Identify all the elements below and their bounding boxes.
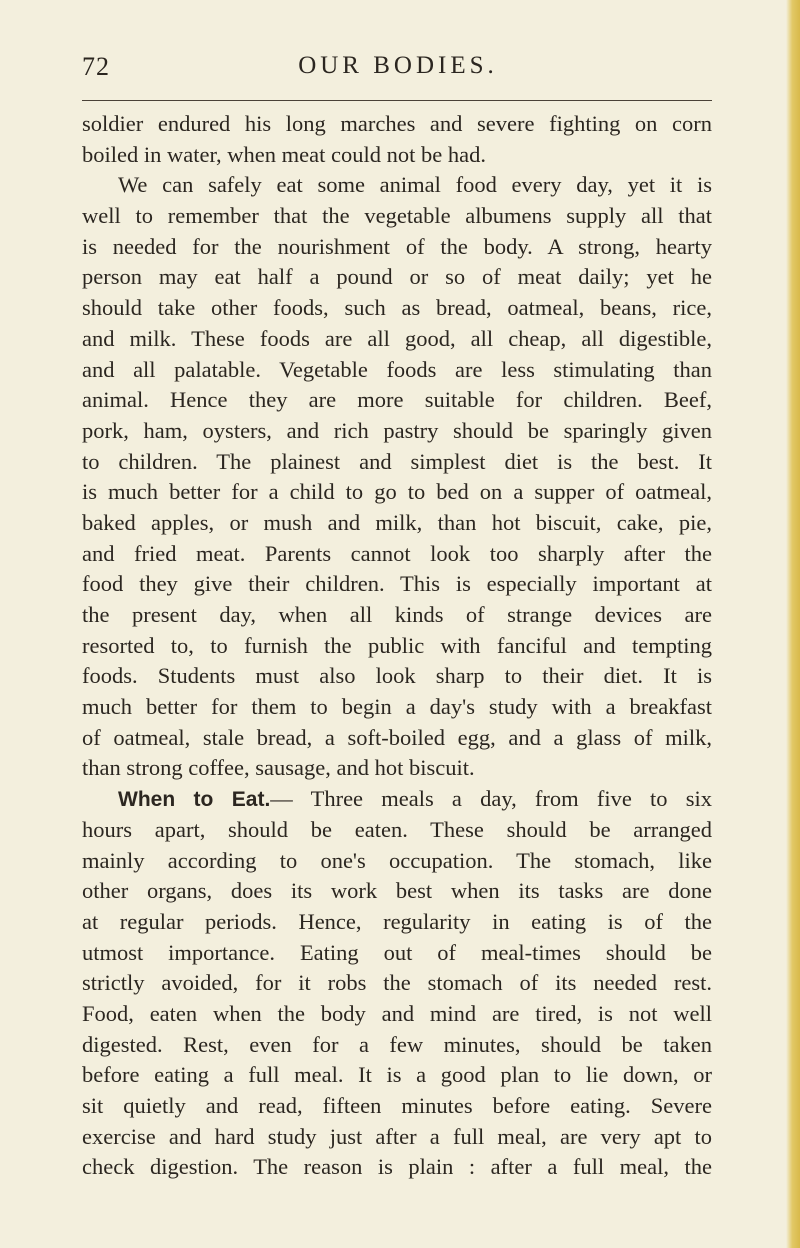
section-heading: When to Eat. xyxy=(118,788,271,812)
text-line: to children. The plainest and simplest diet is the best. It xyxy=(82,448,712,474)
text-line: Food, eaten when the body and mind are tired, is not well xyxy=(82,1000,712,1026)
text-line: pork, ham, oysters, and rich pastry should be sparingly given xyxy=(82,417,712,443)
text-line: is needed for the nourishment of the body. A strong, hearty xyxy=(82,233,712,259)
text-line: food they give their children. This is especially important at xyxy=(82,571,712,597)
text-line: person may eat half a pound or so of meat daily; yet he xyxy=(82,264,712,290)
text-line: baked apples, or mush and milk, than hot biscuit, cake, pie, xyxy=(82,509,712,535)
section-first-line xyxy=(82,784,712,815)
text-line: digested. Rest, even for a few minutes, should be taken xyxy=(82,1031,712,1057)
text-line: and milk. These foods are all good, all cheap, all digestible, xyxy=(82,325,712,351)
text-line: hours apart, should be eaten. These should be arranged xyxy=(82,816,712,842)
text-line: of oatmeal, stale bread, a soft-boiled egg, and a glass of milk, xyxy=(82,724,712,750)
text-line: boiled in water, when meat could not be had. xyxy=(82,141,486,167)
text-line: before eating a full meal. It is a good plan to lie down, or xyxy=(82,1062,712,1088)
text-line: We can safely eat some animal food every day, yet it is xyxy=(118,172,712,198)
text-line: foods. Students must also look sharp to their diet. It is xyxy=(82,663,712,689)
text-line: soldier endured his long marches and severe fighting on corn xyxy=(82,111,712,136)
page-number: 72 xyxy=(82,52,110,81)
text-line: and fried meat. Parents cannot look too sharply after the xyxy=(82,540,712,566)
text-line: check digestion. The reason is plain : after a full meal, the xyxy=(82,1154,712,1180)
text-line: utmost importance. Eating out of meal-times should be xyxy=(82,939,712,965)
text-line: animal. Hence they are more suitable for children. Beef, xyxy=(82,387,712,413)
text-line: other organs, does its work best when its tasks are done xyxy=(82,878,712,904)
text-line: well to remember that the vegetable albumens supply all that xyxy=(82,203,712,229)
section-first-line-text: — Three meals a day, from five to six xyxy=(270,786,712,812)
text-line: much better for them to begin a day's study with a breakfast xyxy=(82,694,712,720)
page-edge xyxy=(786,0,800,1248)
text-line: exercise and hard study just after a full meal, are very apt to xyxy=(82,1123,712,1149)
text-line: strictly avoided, for it robs the stomach of its needed rest. xyxy=(82,970,712,996)
running-title: OUR BODIES. xyxy=(298,52,498,79)
body-text xyxy=(82,109,712,1183)
text-line: than strong coffee, sausage, and hot biscuit. xyxy=(82,755,475,781)
text-line: mainly according to one's occupation. The stomach, like xyxy=(82,847,712,873)
page-header xyxy=(82,52,714,92)
header-rule xyxy=(82,100,712,101)
text-line: is much better for a child to go to bed on a supper of oatmeal, xyxy=(82,479,712,505)
text-line: and all palatable. Vegetable foods are less stimulating than xyxy=(82,356,712,382)
text-line: the present day, when all kinds of strange devices are xyxy=(82,602,712,627)
text-line: at regular periods. Hence, regularity in eating is of the xyxy=(82,908,712,934)
text-line: should take other foods, such as bread, oatmeal, beans, rice, xyxy=(82,295,712,321)
text-line: sit quietly and read, fifteen minutes before eating. Severe xyxy=(82,1093,712,1118)
text-line: resorted to, to furnish the public with fanciful and tempting xyxy=(82,632,712,658)
